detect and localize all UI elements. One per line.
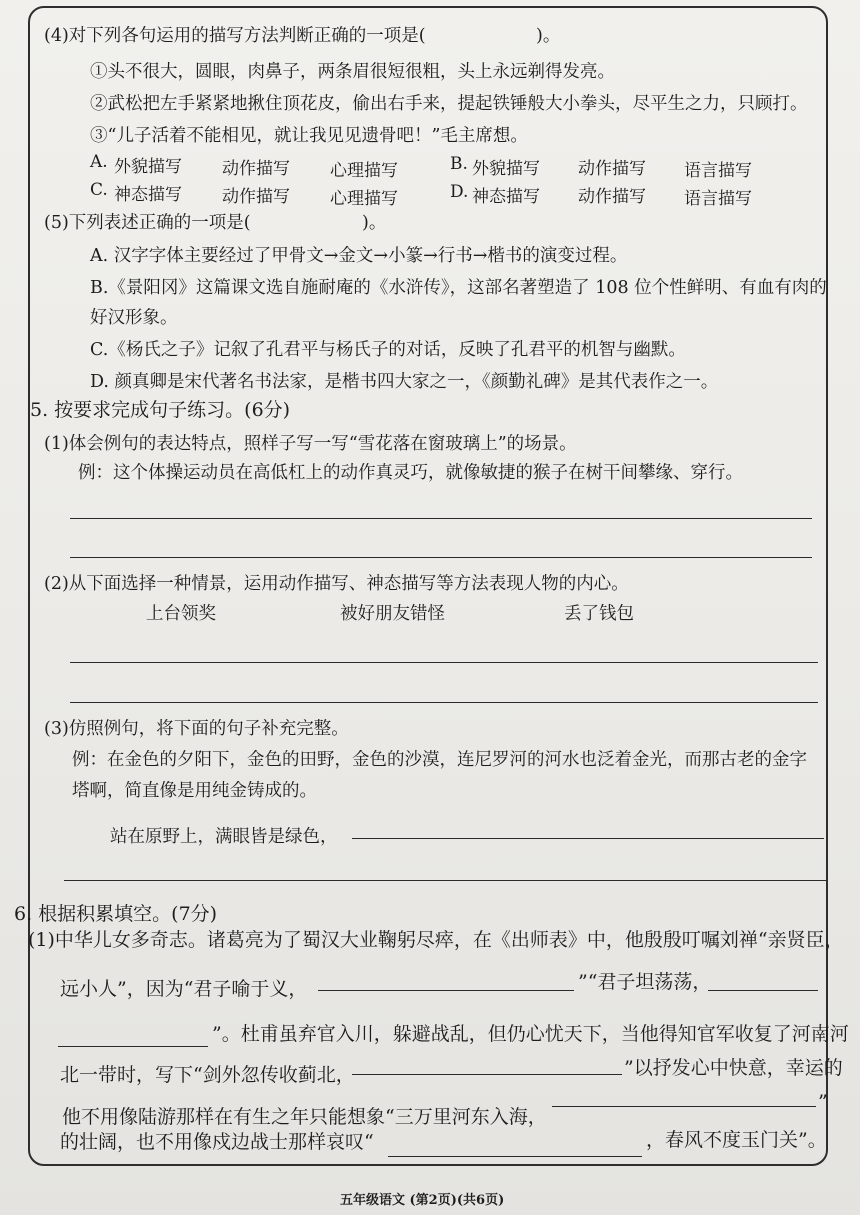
q6-line-2-mid: ”“君子坦荡荡，	[578, 971, 712, 993]
q4-option-b-3: 语言描写	[684, 161, 752, 181]
q6-line-5-end: ”	[818, 1091, 828, 1113]
q6-blank-3[interactable]	[352, 1074, 622, 1075]
q5-part1-example: 例：这个体操运动员在高低杠上的动作真灵巧，就像敏捷的猴子在树干间攀缘、穿行。	[78, 463, 743, 483]
q5-part3-answer-line-1[interactable]	[352, 838, 824, 839]
q5-title: 5. 按要求完成句子练习。(6分)	[30, 399, 291, 421]
q4-option-d-1: 神态描写	[472, 187, 540, 207]
q5sub-option-a: A. 汉字字体主要经过了甲骨文→金文→小篆→行书→楷书的演变过程。	[90, 246, 628, 266]
q6-blank-4[interactable]	[552, 1106, 816, 1107]
q4-item-2: ②武松把左手紧紧地揪住顶花皮，偷出右手来，提起铁锤般大小拳头，尽平生之力，只顾打。	[90, 94, 808, 114]
q4-option-c-letter: C.	[90, 180, 108, 200]
q4-option-b-1: 外貌描写	[472, 159, 540, 179]
q5-part1-prompt: (1)体会例句的表达特点，照样子写一写“雪花落在窗玻璃上”的场景。	[44, 434, 577, 454]
q4-option-c-1: 神态描写	[114, 185, 182, 205]
q6-blank-2-cont[interactable]	[58, 1046, 208, 1047]
q5sub-stem: (5)下列表述正确的一项是(	[44, 213, 251, 233]
q4-option-d-3: 语言描写	[684, 189, 752, 209]
q4-option-c-2: 动作描写	[222, 187, 290, 207]
q5sub-option-b: B.《景阳冈》这篇课文选自施耐庵的《水浒传》，这部名著塑造了 108 位个性鲜明、有血有肉的	[90, 278, 827, 298]
q6-blank-2[interactable]	[708, 990, 818, 991]
q6-line-5-start: 他不用像陆游那样在有生之年只能想象“三万里河东入海，	[62, 1106, 547, 1128]
q4-stem: (4)对下列各句运用的描写方法判断正确的一项是(	[44, 26, 426, 46]
q5-part3-prompt: (3)仿照例句，将下面的句子补充完整。	[44, 719, 349, 739]
q5-part2-answer-line-2[interactable]	[70, 702, 818, 703]
q6-line-1: (1)中华儿女多奇志。诸葛亮为了蜀汉大业鞠躬尽瘁，在《出师表》中，他殷殷叮嘱刘禅“亲贤臣，	[28, 929, 844, 951]
q6-blank-1[interactable]	[318, 990, 574, 991]
q5-part3-example-line-2: 塔啊，简直像是用纯金铸成的。	[72, 781, 317, 801]
q6-line-6-end: ，春风不度玉门关”。	[646, 1129, 827, 1151]
q4-item-1: ①头不很大，圆眼，肉鼻子，两条眉很短很粗，头上永远剃得发亮。	[90, 62, 615, 82]
q6-line-4-end: ”以抒发心中快意，幸运的	[624, 1057, 843, 1079]
q6-line-4-start: 北一带时，写下“剑外忽传收蓟北，	[60, 1064, 355, 1086]
q5sub-stem-end: )。	[362, 213, 387, 233]
q5-part1-answer-line-2[interactable]	[70, 557, 812, 558]
q4-option-d-2: 动作描写	[578, 187, 646, 207]
q4-option-a-3: 心理描写	[330, 161, 398, 181]
q6-blank-5[interactable]	[388, 1156, 642, 1157]
q5-part2-choice-1: 上台领奖	[146, 604, 216, 624]
q5-part2-prompt: (2)从下面选择一种情景，运用动作描写、神态描写等方法表现人物的内心。	[44, 574, 629, 594]
q5sub-option-b-cont: 好汉形象。	[90, 308, 178, 328]
q5-part3-sentence: 站在原野上，满眼皆是绿色，	[110, 827, 338, 847]
q4-option-c-3: 心理描写	[330, 189, 398, 209]
q4-option-a-2: 动作描写	[222, 159, 290, 179]
q4-option-b-2: 动作描写	[578, 159, 646, 179]
q5sub-option-d: D. 颜真卿是宋代著名书法家，是楷书四大家之一，《颜勤礼碑》是其代表作之一。	[90, 372, 719, 392]
q4-option-a-1: 外貌描写	[114, 157, 182, 177]
q5-part3-answer-line-2[interactable]	[64, 880, 826, 881]
q5sub-option-c: C.《杨氏之子》记叙了孔君平与杨氏子的对话，反映了孔君平的机智与幽默。	[90, 340, 686, 360]
q5-part2-choice-2: 被好朋友错怪	[340, 604, 445, 624]
q6-line-6-start: 的壮阔，也不用像戍边战士那样哀叹“	[60, 1131, 374, 1153]
q4-option-b-letter: B.	[450, 154, 468, 174]
q4-stem-end: )。	[536, 26, 561, 46]
q4-option-a-letter: A.	[90, 152, 108, 172]
q4-item-3: ③“儿子活着不能相见，就让我见见遗骨吧！”毛主席想。	[90, 126, 528, 146]
q5-part2-answer-line-1[interactable]	[70, 662, 818, 663]
page-footer: 五年级语文 (第2页)(共6页)	[340, 1193, 505, 1208]
q5-part2-choice-3: 丢了钱包	[564, 604, 634, 624]
q5-part1-answer-line-1[interactable]	[70, 518, 812, 519]
q6-title: 6. 根据积累填空。(7分)	[14, 903, 218, 925]
q4-option-d-letter: D.	[450, 182, 469, 202]
q6-line-2-start: 远小人”，因为“君子喻于义，	[60, 978, 308, 1000]
q5-part3-example-line-1: 例：在金色的夕阳下，金色的田野，金色的沙漠，连尼罗河的河水也泛着金光，而那古老的金字	[72, 750, 807, 770]
q6-line-3: ”。杜甫虽弃官入川，躲避战乱，但仍心忧天下，当他得知官军收复了河南河	[212, 1023, 849, 1045]
